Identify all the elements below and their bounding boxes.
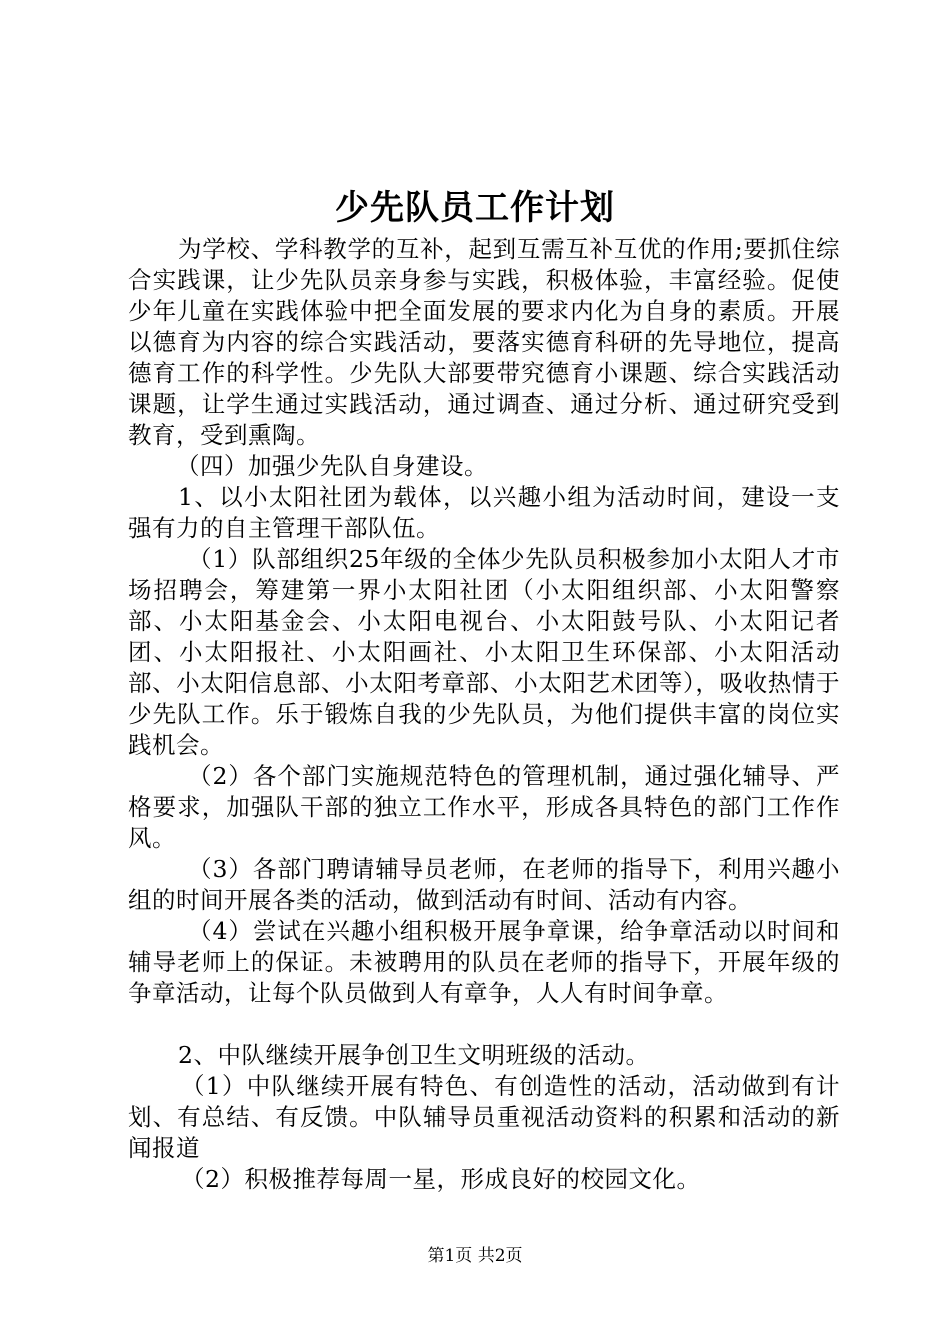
paragraph-item-1-4: （4）尝试在兴趣小组积极开展争章课，给争章活动以时间和辅导老师上的保证。未被聘用的队员在老师的指导下，开展年级的争章活动，让每个队员做到人有章争，人人有时间争章。 xyxy=(128,917,840,1007)
paragraph-item-1: 1、以小太阳社团为载体，以兴趣小组为活动时间，建设一支强有力的自主管理干部队伍。 xyxy=(128,483,840,542)
paragraph-item-1-3: （3）各部门聘请辅导员老师，在老师的指导下，利用兴趣小组的时间开展各类的活动，做到活动有时间、活动有内容。 xyxy=(128,855,840,914)
document-title: 少先队员工作计划 xyxy=(335,188,615,228)
paragraph-item-2-1: （1）中队继续开展有特色、有创造性的活动，活动做到有计划、有总结、有反馈。中队辅导员重视活动资料的积累和活动的新闻报道 xyxy=(128,1072,840,1162)
paragraph-item-2-2: （2）积极推荐每周一星，形成良好的校园文化。 xyxy=(181,1165,701,1193)
paragraph-intro: 为学校、学科教学的互补，起到互需互补互优的作用;要抓住综合实践课，让少先队员亲身参与实践，积极体验，丰富经验。促使少年儿童在实践体验中把全面发展的要求内化为自身的素质。开展以德育为内容的综合实践活动，要落实德育科研的先导地位，提高德育工作的科学性。少先队大部要带究德育小课题、综合实践活动课题，让学生通过实践活动，通过调查、通过分析、通过研究受到教育，受到熏陶。 xyxy=(128,235,840,449)
page-footer: 第1页 共2页 xyxy=(427,1246,523,1266)
paragraph-item-2: 2、中队继续开展争创卫生文明班级的活动。 xyxy=(178,1041,650,1069)
paragraph-section-four: （四）加强少先队自身建设。 xyxy=(176,452,488,480)
paragraph-item-1-2: （2）各个部门实施规范特色的管理机制，通过强化辅导、严格要求，加强队干部的独立工作水平，形成各具特色的部门工作作风。 xyxy=(128,762,840,852)
paragraph-item-1-1: （1）队部组织25年级的全体少先队员积极参加小太阳人才市场招聘会，筹建第一界小太阳社团（小太阳组织部、小太阳警察部、小太阳基金会、小太阳电视台、小太阳鼓号队、小太阳记者团、小太阳报社、小太阳画社、小太阳卫生环保部、小太阳活动部、小太阳信息部、小太阳考章部、小太阳艺术团等），吸收热情于少先队工作。乐于锻炼自我的少先队员，为他们提供丰富的岗位实践机会。 xyxy=(128,545,840,759)
document-body xyxy=(128,234,840,1195)
